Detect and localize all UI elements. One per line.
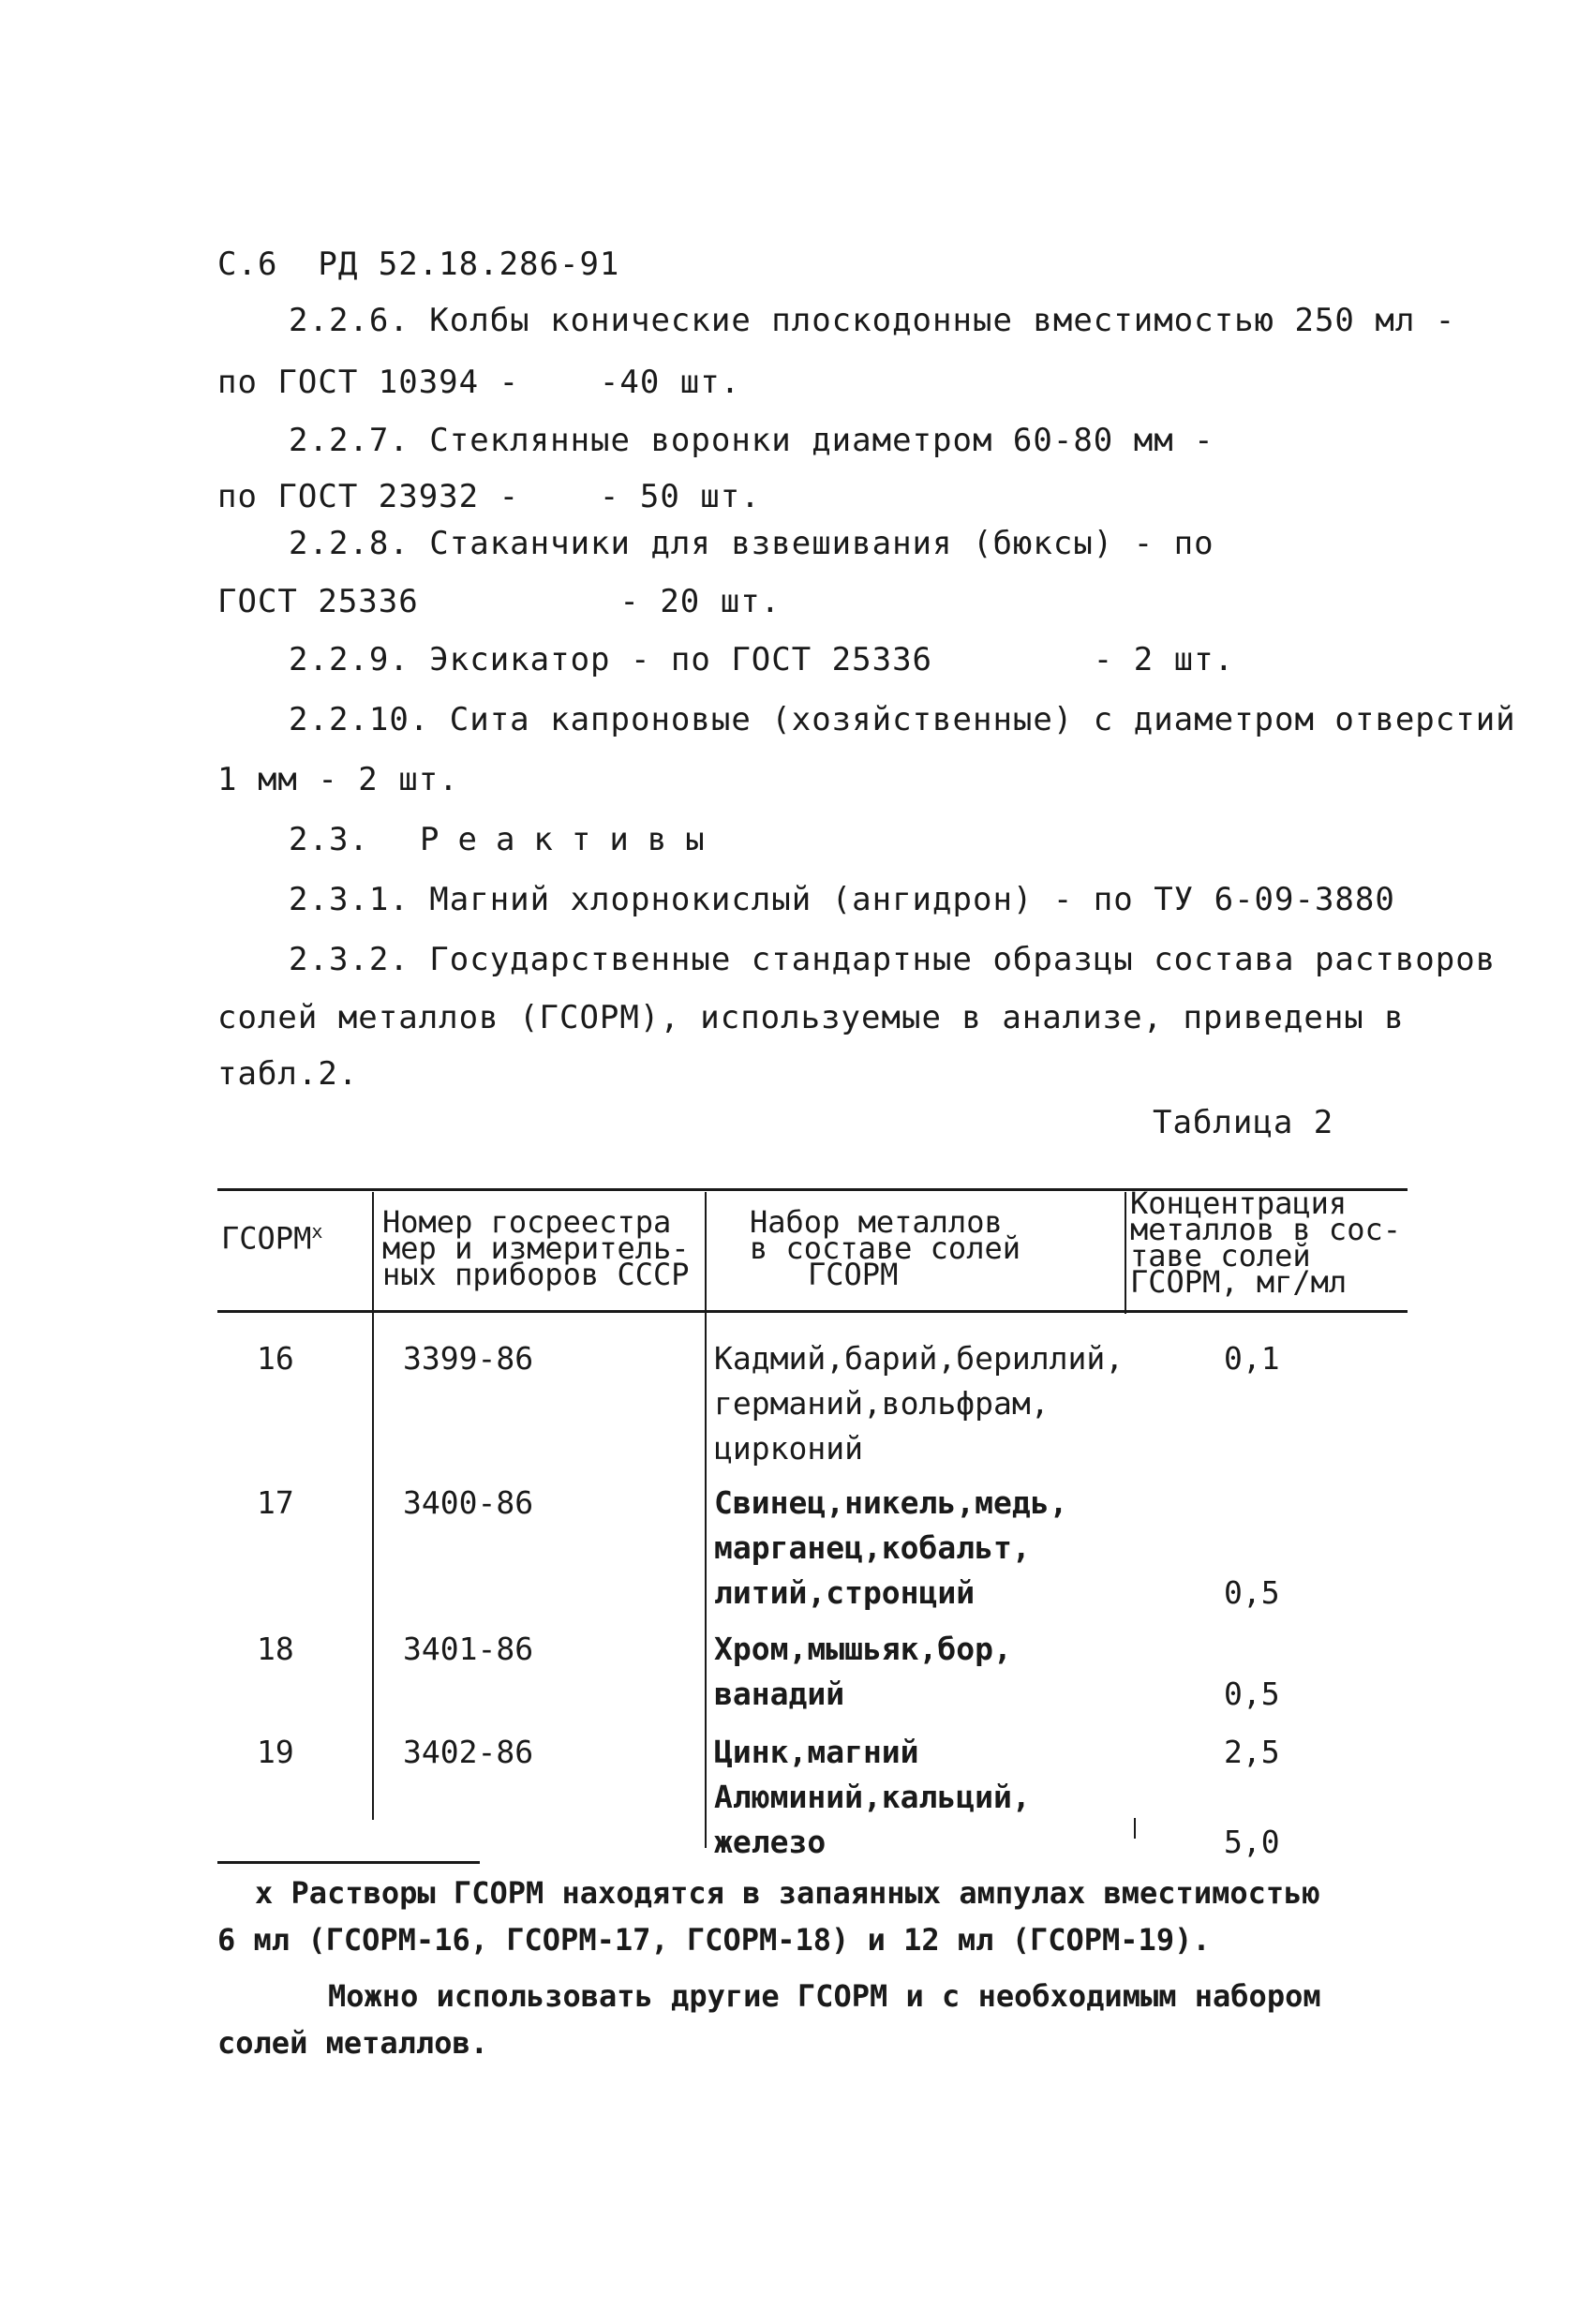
footnote-line3: Можно использовать другие ГСОРМ и с необходимым набором [328, 1978, 1321, 2014]
col-header-conc-line3: таве солей [1130, 1238, 1311, 1274]
table-cell-metals: железо [714, 1824, 827, 1860]
table-caption: Таблица 2 [1153, 1104, 1334, 1141]
table-cell-registry: 3402-86 [403, 1734, 534, 1770]
table-col-divider-3-tail [1134, 1818, 1136, 1839]
item-2-2-9: 2.2.9. Эксикатор - по ГОСТ 25336 - 2 шт. [289, 641, 1235, 678]
item-2-3-1: 2.3.1. Магний хлорнокислый (ангидрон) - по ТУ 6-09-3880 [289, 881, 1395, 918]
col-header-registry-line2: мер и измеритель- [382, 1230, 690, 1266]
item-2-2-8-line1: 2.2.8. Стаканчики для взвешивания (бюксы) - по [289, 525, 1214, 562]
table-cell-concentration: 0,5 [1224, 1574, 1280, 1611]
table-cell-registry: 3401-86 [403, 1631, 534, 1667]
col-header-registry-line3: ных приборов СССР [382, 1257, 690, 1292]
item-2-2-10-line2: 1 мм - 2 шт. [217, 761, 459, 798]
footnote-line4: солей металлов. [217, 2025, 488, 2061]
col-header-metals-line1: Набор металлов [750, 1204, 1003, 1240]
col-header-metals-line2: в составе солей [750, 1230, 1020, 1266]
item-2-2-6-line2: по ГОСТ 10394 - -40 шт. [217, 364, 741, 401]
table-col-divider-3 [1125, 1192, 1126, 1314]
item-2-2-10-line1: 2.2.10. Сита капроновые (хозяйственные) с диаметром отверстий [289, 701, 1516, 738]
table-cell-concentration: 0,1 [1224, 1340, 1280, 1377]
table-cell-registry: 3400-86 [403, 1484, 534, 1521]
footnote-line2: 6 мл (ГСОРМ-16, ГСОРМ-17, ГСОРМ-18) и 12 мл (ГСОРМ-19). [217, 1922, 1211, 1958]
col-header-registry-line1: Номер госреестра [382, 1204, 672, 1240]
item-2-2-7-line1: 2.2.7. Стеклянные воронки диаметром 60-80 мм - [289, 422, 1214, 459]
footnote-marker: х [311, 1220, 323, 1243]
table-cell-metals: литий,стронций [714, 1574, 976, 1611]
page-header: С.6 РД 52.18.286-91 [217, 246, 620, 283]
table-cell-concentration: 0,5 [1224, 1676, 1280, 1712]
table-cell-gsorm: 18 [257, 1631, 294, 1667]
table-cell-metals: Кадмий,барий,бериллий, [714, 1340, 1125, 1377]
table-col-divider-1 [372, 1192, 374, 1820]
table-header-rule [217, 1310, 1408, 1313]
col-header-metals-line3: ГСОРМ [808, 1257, 899, 1292]
table-cell-gsorm: 16 [257, 1340, 294, 1377]
table-cell-metals: Цинк,магний [714, 1734, 919, 1770]
table-cell-metals: цирконий [714, 1430, 863, 1467]
table-cell-metals: Алюминий,кальций, [714, 1779, 1031, 1815]
col-header-gsorm: $ГСОРМ^х$ [221, 1220, 323, 1257]
table-cell-metals: Хром,мышьяк,бор, [714, 1631, 1012, 1667]
col-header-conc-line1: Концентрация [1130, 1185, 1348, 1221]
item-2-2-6-line1: 2.2.6. Колбы конические плоскодонные вместимостью 250 мл - [289, 302, 1456, 339]
table-cell-metals: ванадий [714, 1676, 845, 1712]
table-cell-metals: Свинец,никель,медь, [714, 1484, 1068, 1521]
item-2-3-2-line3: табл.2. [217, 1055, 359, 1093]
table-cell-metals: марганец,кобальт, [714, 1529, 1031, 1566]
table-cell-registry: 3399-86 [403, 1340, 534, 1377]
footnote-line1: х Растворы ГСОРМ находятся в запаянных ампулах вместимостью [255, 1875, 1320, 1911]
section-2-3-number: 2.3. [289, 821, 369, 858]
section-2-3-title: Реактивы [420, 821, 723, 858]
col-header-conc-line2: металлов в сос- [1130, 1212, 1401, 1247]
table-col-divider-2 [705, 1192, 707, 1848]
item-2-2-7-line2: по ГОСТ 23932 - - 50 шт. [217, 478, 761, 515]
item-2-3-2-line1: 2.3.2. Государственные стандартные образцы состава растворов [289, 941, 1497, 978]
footnote-separator [217, 1861, 480, 1864]
item-2-3-2-line2: солей металлов (ГСОРМ), используемые в анализе, приведены в [217, 999, 1405, 1036]
table-cell-metals: германий,вольфрам, [714, 1385, 1050, 1422]
table-cell-gsorm: 17 [257, 1484, 294, 1521]
table-cell-concentration: 2,5 [1224, 1734, 1280, 1770]
table-cell-concentration: 5,0 [1224, 1824, 1280, 1860]
table-cell-gsorm: 19 [257, 1734, 294, 1770]
item-2-2-8-line2: ГОСТ 25336 - 20 шт. [217, 583, 782, 620]
col-header-conc-line4: ГСОРМ, мг/мл [1130, 1264, 1348, 1300]
